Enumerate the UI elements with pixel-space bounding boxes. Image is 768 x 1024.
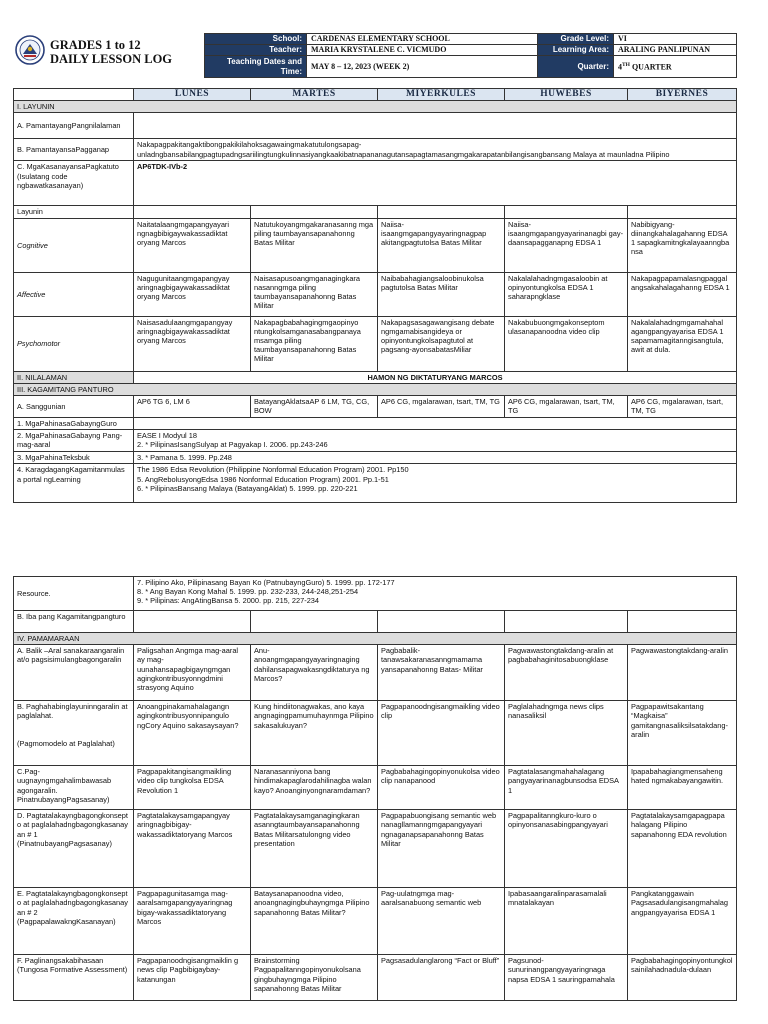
- row-label-affective: Affective: [14, 272, 134, 316]
- ref-line: 2. * PilipinasIsangSulyap at Pagyakap I. 2006. pp.243-246: [137, 440, 328, 450]
- table-row: [14, 701, 737, 766]
- pagtatalakay-2-cell: Pangkatanggawain Pagsasadulangisangmahalag angpangyayarisa EDSA 1: [628, 888, 737, 955]
- ref-line: The 1986 Edsa Revolution (Philippine Nonformal Education Program) 2001. Pp150: [137, 465, 409, 475]
- affective-cell: Naibabahagiangsaloobinukolsa pagtutolsa Batas Militar: [378, 272, 505, 316]
- ref-line: 7. Pilipino Ako, Pilipinasang Bayan Ko (PatnubayngGuro) 5. 1999. pp. 172-177: [137, 578, 395, 587]
- table-row: [14, 272, 737, 316]
- empty-cell: [134, 611, 251, 633]
- row-a-content: [134, 113, 737, 139]
- school-label: School:: [205, 34, 307, 45]
- quarter-word: QUARTER: [629, 62, 672, 72]
- row-label-a: A. PamantayangPangnilalaman: [14, 113, 134, 139]
- table-row: [14, 888, 737, 955]
- empty-cell: [251, 206, 378, 218]
- empty-cell: [378, 206, 505, 218]
- cognitive-cell: Naitatalaangmgapangyayari ngnagbibigaywakassadiktat oryang Marcos: [134, 218, 251, 272]
- table-row: [14, 418, 737, 430]
- affective-cell: Nakalalahadngmgasaloobin at opinyontungkolsa EDSA 1 saharapngklase: [505, 272, 628, 316]
- paglinang-cell: Pagbabahagingopinyontungkol sainilahadnadula-dulaan: [628, 955, 737, 1001]
- empty-cell: [505, 206, 628, 218]
- row-label-resource: Resource.: [14, 577, 134, 611]
- row-label-4: 4. KaragdagangKagamitanmulas a portal ngLearning: [14, 464, 134, 503]
- table-row: [14, 645, 737, 701]
- paghahabi-cell: Pagpapanoodngisangmaikling video clip: [378, 701, 505, 766]
- table-row: [14, 113, 737, 139]
- paglinang-cell: Pagpapanoodngisangmaiklin g news clip Pagbibigaybay-katanungan: [134, 955, 251, 1001]
- paghahabi-cell: Anoangpinakamahalagangn agingkontribusyonnipangulo ngCory Aquino sakasaysayan?: [134, 701, 251, 766]
- paglinang-cell: Pagsunod-sunurinangpangyayaringnaga napsa EDSA 1 sauringpamahala: [505, 955, 628, 1001]
- day-friday: BIYERNES: [628, 89, 737, 101]
- day-monday: LUNES: [134, 89, 251, 101]
- pagtatalakay-2-cell: Ipabasaangaralinparasamalali mnatalakayan: [505, 888, 628, 955]
- days-header-row: [14, 89, 737, 101]
- row-2-content: [134, 430, 737, 452]
- table-row: [14, 452, 737, 464]
- pagtatalakay-2-cell: Pagpapagunitasamga mag-aaralsamgapangyayaringnag bigay-wakassadiktatoryang Marcos: [134, 888, 251, 955]
- corner-cell: [14, 89, 134, 101]
- psychomotor-cell: Nakapagbabahagingmgaopinyo ntungkolsamganasabangpanaya msamga piling taumbayansapanahonng Batas Militar: [251, 316, 378, 371]
- dates-value: MAY 8 – 12, 2023 (WEEK 2): [307, 56, 538, 78]
- table-row: [14, 810, 737, 888]
- paglinang-cell: Brainstorming Pagpapalitanngopinyonukolsana gingbuhayngmga Pilipino sapanahonng Batas Militar: [251, 955, 378, 1001]
- paghahabi-cell: Kung hindiitonagwakas, ano kaya angnagingpamumuhaynmga Pilipino sakasalukuyan?: [251, 701, 378, 766]
- school-value: CARDENAS ELEMENTARY SCHOOL: [307, 34, 538, 45]
- header-info-table: [204, 33, 737, 78]
- empty-cell: [251, 611, 378, 633]
- table-row: [14, 766, 737, 810]
- table-row: [14, 161, 737, 206]
- section-row: [14, 101, 737, 113]
- table-row: [14, 396, 737, 418]
- ref-line: 5. AngRebolusyongEdsa 1986 Nonformal Education Program) 2001. Pp.1-51: [137, 474, 389, 484]
- day-tuesday: MARTES: [251, 89, 378, 101]
- affective-cell: Nagugunitaangmgapangyay aringnagbigaywakassadiktat oryang Marcos: [134, 272, 251, 316]
- table-row: [14, 464, 737, 503]
- row-1-content: [134, 418, 737, 430]
- row-label-c: C. MgaKasanayansaPagkatuto (Isulatang code ngbawatkasanayan): [14, 161, 134, 206]
- dates-label-line2: Time:: [280, 66, 302, 76]
- ref-line: 6. * PilipinasBansang Malaya (BatayangAklat) 5. 1999. pp. 220-221: [137, 483, 358, 493]
- dates-label: [205, 56, 307, 78]
- pag-uugnay-cell: Ipapabahagiangmensaheng hated ngmakabayangawitin.: [628, 766, 737, 810]
- balik-aral-cell: Pagbabalik-tanawsakaranasanngmamama yansapanahonng Batas- Militar: [378, 645, 505, 701]
- section-kagamitan: III. KAGAMITANG PANTURO: [14, 383, 737, 395]
- ref-line: 8. * Ang Bayan Kong Mahal 5. 1999. pp. 232-233, 244-248,251-254: [137, 587, 359, 597]
- paghahabi-cell: Paglalahadngmga news clips nanasaliksil: [505, 701, 628, 766]
- competency-code: AP6TDK-IVb-2: [134, 161, 737, 206]
- section-row: [14, 633, 737, 645]
- row-label-b2: [14, 701, 134, 766]
- row-4-content: [134, 464, 737, 503]
- row-3-content: 3. * Pamana 5. 1999. Pp.248: [134, 452, 737, 464]
- table-row: [14, 955, 737, 1001]
- affective-cell: Naisasapusoangmganagingkara nasanngmga piling taumbayansapanahonng Batas Militar: [251, 272, 378, 316]
- row-label-c2: C.Pag-uugnayngmgahalimbawasab agongaralin. PinatnubayangPagsasanay): [14, 766, 134, 810]
- pagtatalakay-2-cell: Bataysanapanoodna video, anoangnagingbuhayngmga Pilipino sapanahonng Batas Militar?: [251, 888, 378, 955]
- table-row: [14, 316, 737, 371]
- grade-label: Grade Level:: [538, 34, 614, 45]
- teacher-value: MARIA KRYSTALENE C. VICMUDO: [307, 45, 538, 56]
- table-row: [14, 371, 737, 383]
- empty-cell: [505, 611, 628, 633]
- paghahabi-cell: Pagpapawitsakantang “Magkaisa” gamitangnasaliksilsatakdang-aralin: [628, 701, 737, 766]
- resource-content: [134, 577, 737, 611]
- table-row: [14, 218, 737, 272]
- table-row: [14, 206, 737, 218]
- label-line: (Pagmomodelo at Paglalahat): [17, 738, 115, 748]
- table-row: [14, 577, 737, 611]
- area-label: Learning Area:: [538, 45, 614, 56]
- sanggunian-cell: AP6 CG, mgalarawan, tsart, TM, TG: [505, 396, 628, 418]
- pagtatalakay-1-cell: Pagtatalakaysamgapagpapa halagang Pilipino sapanahonng EDA revolution: [628, 810, 737, 888]
- balik-aral-cell: Pagwawastongtakdang-aralin: [628, 645, 737, 701]
- row-label-3: 3. MgaPahinaTeksbuk: [14, 452, 134, 464]
- sanggunian-cell: AP6 CG, mgalarawan, tsart, TM, TG: [628, 396, 737, 418]
- title-line-1: GRADES 1 to 12: [50, 38, 141, 52]
- row-label-f2: F. Paglinangsakabihasaan (Tungosa Formative Assessment): [14, 955, 134, 1001]
- row-label-d2: D. Pagtatalakayngbagongkonsept o at paglalahadngbagongkasanay an # 1 (PinatnubayangPagsasanay): [14, 810, 134, 888]
- quarter-value: [614, 56, 737, 78]
- paglinang-cell: Pagsasadulanglarong “Fact or Bluff”: [378, 955, 505, 1001]
- cognitive-cell: Naiisa-isaangmgapangyayarinanagbi gay-daansapagganapng EDSA 1: [505, 218, 628, 272]
- empty-cell: [628, 611, 737, 633]
- ref-line: EASE I Modyul 18: [137, 431, 197, 441]
- row-label-1: 1. MgaPahinasaGabayngGuro: [14, 418, 134, 430]
- sanggunian-cell: AP6 TG 6, LM 6: [134, 396, 251, 418]
- pagtatalakay-1-cell: Pagpapalitanngkuro-kuro o opinyonsanasabingpangyayari: [505, 810, 628, 888]
- deped-seal-logo: [15, 35, 45, 65]
- table-row: [14, 611, 737, 633]
- section-nilalaman: II. NILALAMAN: [14, 371, 134, 383]
- row-label-2: 2. MgaPahinasaGabayng Pang-mag-aaral: [14, 430, 134, 452]
- nilalaman-content: HAMON NG DIKTATURYANG MARCOS: [134, 371, 737, 383]
- row-label-psychomotor: Psychomotor: [14, 316, 134, 371]
- table-row: [14, 430, 737, 452]
- cognitive-cell: Naiisa-isaangmgapangyayaringnagpap akitangpagtutolsa Batas Militar: [378, 218, 505, 272]
- area-value: ARALING PANLIPUNAN: [614, 45, 737, 56]
- quarter-number: 4: [618, 62, 622, 72]
- title-line-2: DAILY LESSON LOG: [50, 52, 173, 66]
- row-label-cognitive: Cognitive: [14, 218, 134, 272]
- section-row: [14, 383, 737, 395]
- row-label-e2: E. Pagtatalakayngbagongkonsept o at paglalahadngbagongkasanay an # 2 (PagpapalawakngKasanayan): [14, 888, 134, 955]
- pag-uugnay-cell: Pagbabahagingopinyonukolsa video clip nanapanood: [378, 766, 505, 810]
- psychomotor-cell: Nakapagsasagawangisang debate ngmgamabisangideya or opinyontungkolsapagtutol at pagsang-ayonsabatasMiliar: [378, 316, 505, 371]
- row-label-sanggunian: A. Sanggunian: [14, 396, 134, 418]
- dates-label-line1: Teaching Dates and: [227, 56, 302, 66]
- pagtatalakay-1-cell: Pagpapabuongisang semantic web nanagllamanngmgapangyayari ngnaganapsapanahonng Batas Militar: [378, 810, 505, 888]
- ref-line: 9. * Pilipinas: AngAtingBansa 5. 2000. pp. 215, 227-234: [137, 596, 320, 606]
- sanggunian-cell: AP6 CG, mgalarawan, tsart, TM, TG: [378, 396, 505, 418]
- balik-aral-cell: Pagwawastongtakdang-aralin at pagbabahaginitosabuongklase: [505, 645, 628, 701]
- pagtatalakay-2-cell: Pag-uulatngmga mag-aaralsanabuong semantic web: [378, 888, 505, 955]
- row-label-a2: A. Balik –Aral sanakaraangaralin at/o pagsisimulangbagongaralin: [14, 645, 134, 701]
- table-row: [14, 139, 737, 161]
- empty-cell: [628, 206, 737, 218]
- teacher-label: Teacher:: [205, 45, 307, 56]
- pagtatalakay-1-cell: Pagtatalakaysamgapangyay aringnagbibigay-wakassadiktatoryang Marcos: [134, 810, 251, 888]
- empty-cell: [134, 206, 251, 218]
- lesson-table-part2: [13, 576, 737, 1001]
- pag-uugnay-cell: Pagtatalasangmahahalagang pangyayarinanagbunsodsa EDSA 1: [505, 766, 628, 810]
- section-layunin: I. LAYUNIN: [14, 101, 737, 113]
- pag-uugnay-cell: Naranasanniyona bang hindimakapaglarodahilinagba walan kayo? Anoanginyongnaramdaman?: [251, 766, 378, 810]
- empty-cell: [378, 611, 505, 633]
- row-label-layunin: Layunin: [14, 206, 134, 218]
- psychomotor-cell: Nakalalahadngmgamahahal agangpangyayarisa EDSA 1 sapamamagitanngisangtula, awit at dula.: [628, 316, 737, 371]
- day-thursday: HUWEBES: [505, 89, 628, 101]
- section-pamamaraan: IV. PAMAMARAAN: [14, 633, 737, 645]
- label-line: B. Paghahabinglayuninngaralin at paglalahat.: [17, 702, 128, 721]
- row-label-b: B. PamantayansaPagganap: [14, 139, 134, 161]
- quarter-label: Quarter:: [538, 56, 614, 78]
- psychomotor-cell: Naisasadulaangmgapangyay aringnagbigaywakassadiktat oryang Marcos: [134, 316, 251, 371]
- day-wednesday: MIYERKULES: [378, 89, 505, 101]
- lesson-table-part1: [13, 88, 737, 503]
- quarter-suffix: TH: [622, 62, 630, 69]
- row-b-content: Nakapagpakitangaktibongpakikilahoksagawaingmakatutulongsapag-unladngbansabilangpagtupadngsariilingtungkulinnasiyangkaakibatnapananagutansapagtamasangmgakarapatanbilangisangbansang Malaya at maunladna Pilipino: [134, 139, 737, 161]
- pagtatalakay-1-cell: Pagtatalakaysamganagingkaran asanngtaumbayansapanahonng Batas Militarsatulongng video presentation: [251, 810, 378, 888]
- affective-cell: Nakapagpapamalasngpaggal angsakahalagahanng EDSA 1: [628, 272, 737, 316]
- balik-aral-cell: Paligsahan Angmga mag-aaral ay mag-uunahansapagbigayngmgan agingkontribusyonngdmini strasyong Aquino: [134, 645, 251, 701]
- row-label-iba: B. Iba pang Kagamitangpangturo: [14, 611, 134, 633]
- psychomotor-cell: Nakabubuongmgakonseptom ulasanapanoodna video clip: [505, 316, 628, 371]
- sanggunian-cell: BatayangAklatsaAP 6 LM, TG, CG, BOW: [251, 396, 378, 418]
- pag-uugnay-cell: Pagpapakitangisangmaikling video clip tungkolsa EDSA Revolution 1: [134, 766, 251, 810]
- cognitive-cell: Nabibigyang-diinangkahalagahanng EDSA 1 sapagkamitngkalayaanngba nsa: [628, 218, 737, 272]
- cognitive-cell: Natutukoyangmgakaranasanng mga piling taumbayansapanahonng Batas Militar: [251, 218, 378, 272]
- balik-aral-cell: Anu-anoangmgapangyayaringnaging dahilansapagwakasngdiktaturya ng Marcos?: [251, 645, 378, 701]
- grade-value: VI: [614, 34, 737, 45]
